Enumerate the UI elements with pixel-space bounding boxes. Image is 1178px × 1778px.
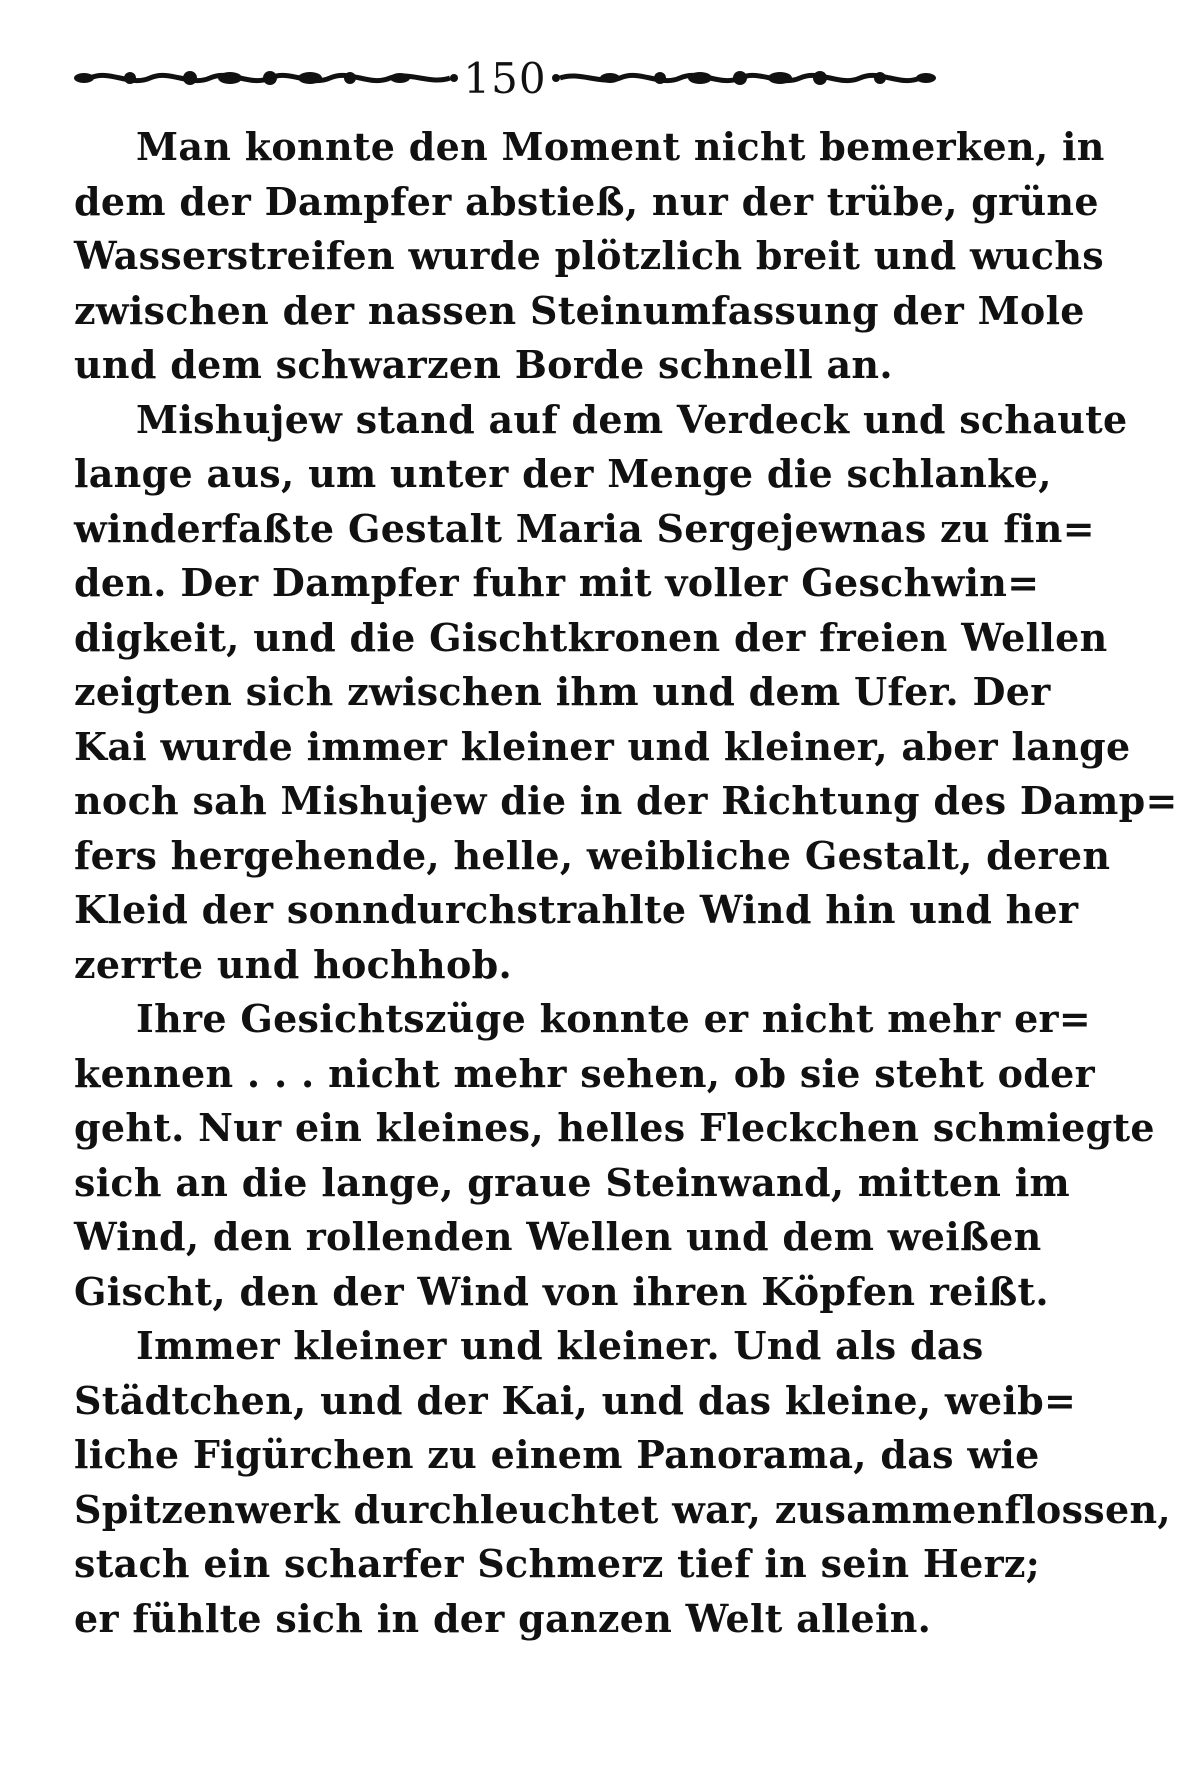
text-line: winderfaßte Gestalt Maria Sergejewnas zu fin= xyxy=(74,505,1095,551)
text-line: digkeit, und die Gischtkronen der freien Wellen xyxy=(74,614,1108,660)
paragraph xyxy=(74,992,1155,1319)
text-line: Wasserstreifen wurde plötzlich breit und wuchs xyxy=(74,233,1104,278)
text-line: zeigten sich zwischen ihm und dem Ufer. Der xyxy=(74,669,1051,714)
text-line: den. Der Dampfer fuhr mit voller Geschwin= xyxy=(74,560,1040,605)
text-line: stach ein scharfer Schmerz tief in sein Herz; xyxy=(74,1541,1041,1586)
text-line: Städtchen, und der Kai, und das kleine, weib= xyxy=(74,1377,1077,1423)
text-line: dem der Dampfer abstieß, nur der trübe, grüne xyxy=(74,178,1099,224)
text-line: er fühlte sich in der ganzen Welt allein. xyxy=(74,1595,932,1641)
paragraph xyxy=(74,1319,1171,1646)
text-line: Spitzenwerk durchleuchtet war, zusammenflossen, xyxy=(74,1486,1171,1532)
text-line: Mishujew stand auf dem Verdeck und schaute xyxy=(136,396,1128,442)
text-line: und dem schwarzen Borde schnell an. xyxy=(74,342,893,387)
text-line: kennen . . . nicht mehr sehen, ob sie steht oder xyxy=(74,1050,1095,1096)
text-line: zwischen der nassen Steinumfassung der Mole xyxy=(74,287,1085,333)
paragraph xyxy=(74,120,1105,393)
body-text xyxy=(74,120,1178,1646)
left-ornament-icon xyxy=(70,65,460,91)
text-line: geht. Nur ein kleines, helles Fleckchen schmiegte xyxy=(74,1105,1155,1150)
text-line: sich an die lange, graue Steinwand, mitten im xyxy=(74,1159,1071,1205)
text-line: Man konnte den Moment nicht bemerken, in xyxy=(136,124,1105,169)
text-line: lange aus, um unter der Menge die schlanke, xyxy=(74,451,1052,496)
right-ornament-icon xyxy=(550,65,940,91)
text-line: noch sah Mishujew die in der Richtung des Damp= xyxy=(74,778,1178,823)
text-line: Ihre Gesichtszüge konnte er nicht mehr er= xyxy=(136,996,1092,1041)
paragraph xyxy=(74,393,1178,993)
text-line: Kai wurde immer kleiner und kleiner, aber lange xyxy=(74,723,1131,769)
text-line: Gischt, den der Wind von ihren Köpfen reißt. xyxy=(74,1268,1049,1314)
text-line: Wind, den rollenden Wellen und dem weißen xyxy=(74,1214,1042,1259)
page-header xyxy=(70,48,940,108)
text-line: zerrte und hochhob. xyxy=(74,941,513,987)
text-line: fers hergehende, helle, weibliche Gestalt, deren xyxy=(74,832,1111,878)
text-line: Kleid der sonndurchstrahlte Wind hin und her xyxy=(74,887,1079,932)
text-line: Immer kleiner und kleiner. Und als das xyxy=(136,1323,984,1368)
page-number: 150 xyxy=(463,54,547,103)
text-line: liche Figürchen zu einem Panorama, das wie xyxy=(74,1432,1040,1477)
